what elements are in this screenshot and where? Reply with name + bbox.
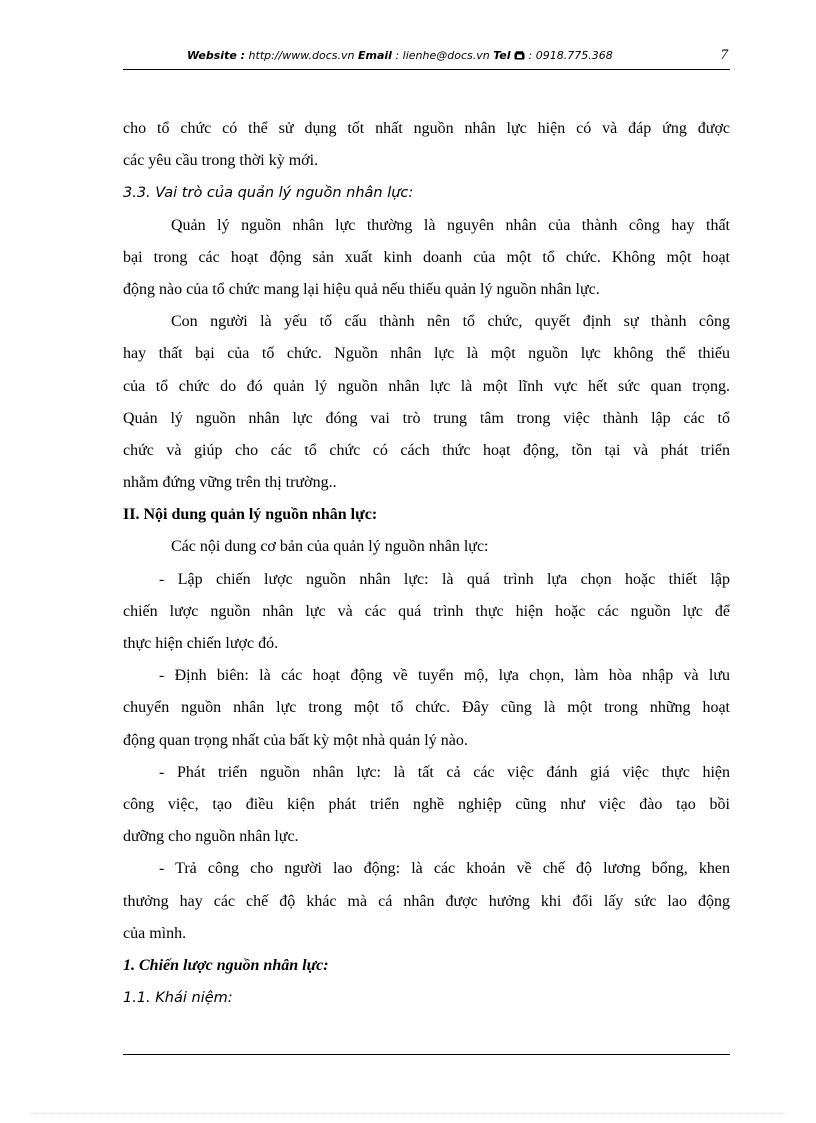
body-line: hay thất bại của tổ chức. Nguồn nhân lực là một nguồn lực không thể thiếu	[123, 345, 730, 363]
body-line: của mình.	[123, 924, 187, 942]
footer-rule	[123, 1054, 730, 1055]
page-header	[123, 47, 730, 70]
page-number: 7	[720, 47, 728, 63]
email-label: Email	[357, 49, 392, 62]
body-line: chức và giúp cho các tổ chức có cách thức hoạt động, tồn tại và phát triển	[123, 441, 730, 459]
paragraph-first-line: Các nội dung cơ bản của quản lý nguồn nhân lực:	[171, 538, 489, 556]
website-url[interactable]: http://www.docs.vn	[248, 49, 355, 62]
website-label: Website :	[187, 49, 246, 62]
body-line: bại trong các hoạt động sản xuất kinh doanh của một tổ chức. Không một hoạt	[123, 248, 730, 266]
body-line: thực hiện chiến lược đó.	[123, 635, 279, 652]
body-line: động nào của tổ chức mang lại hiệu quả nếu thiếu quản lý nguồn nhân lực.	[123, 280, 600, 298]
paragraph-first-line: Con người là yếu tố cấu thành nên tổ chức, quyết định sự thành công	[171, 313, 730, 331]
document-body	[123, 113, 730, 1014]
tel-label: Tel	[493, 49, 511, 62]
list-item-first-line: - Định biên: là các hoạt động về tuyển mộ, lựa chọn, làm hòa nhập và lưu	[159, 667, 730, 685]
subsection-heading: 3.3. Vai trò của quản lý nguồn nhân lực:	[123, 185, 414, 202]
body-line: thưởng hay các chế độ khác mà cá nhân được hưởng khi đổi lấy sức lao động	[123, 892, 730, 910]
email-value[interactable]: : lienhe@docs.vn	[395, 49, 490, 62]
paragraph-first-line: Quản lý nguồn nhân lực thường là nguyên nhân của thành công hay thất	[171, 216, 730, 234]
list-item-first-line: - Lập chiến lược nguồn nhân lực: là quá trình lựa chọn hoặc thiết lập	[159, 570, 730, 588]
header-contact	[187, 49, 613, 62]
subsection-heading: 1.1. Khái niệm:	[123, 990, 233, 1007]
page-bottom-border	[30, 1113, 786, 1114]
chapter-heading: 1. Chiến lược nguồn nhân lực:	[123, 956, 329, 974]
body-line: của tổ chức do đó quản lý nguồn nhân lực là một lĩnh vực hết sức quan trọng.	[123, 377, 730, 395]
body-line: dưỡng cho nguồn nhân lực.	[123, 828, 299, 846]
phone-icon	[514, 49, 529, 62]
list-item-first-line: - Trả công cho người lao động: là các khoản về chế độ lương bổng, khen	[159, 860, 730, 878]
section-heading: II. Nội dung quản lý nguồn nhân lực:	[123, 506, 378, 524]
body-line: Quản lý nguồn nhân lực đóng vai trò trung tâm trong việc thành lập các tổ	[123, 409, 730, 427]
body-line: cho tổ chức có thể sử dụng tốt nhất nguồn nhân lực hiện có và đáp ứng được	[123, 120, 730, 137]
tel-value: : 0918.775.368	[528, 49, 613, 62]
body-line: các yêu cầu trong thời kỳ mới.	[123, 152, 319, 170]
list-item-first-line: - Phát triển nguồn nhân lực: là tất cả các việc đánh giá việc thực hiện	[159, 763, 730, 781]
body-line: chiến lược nguồn nhân lực và các quá trình thực hiện hoặc các nguồn lực để	[123, 602, 730, 620]
body-line: chuyển nguồn nhân lực trong một tổ chức. Đây cũng là một trong những hoạt	[123, 699, 730, 717]
body-line: nhằm đứng vững trên thị trường..	[123, 474, 337, 492]
body-line: công việc, tạo điều kiện phát triển nghề nghiệp cũng như việc đào tạo bồi	[123, 795, 730, 813]
body-line: động quan trọng nhất của bất kỳ một nhà quản lý nào.	[123, 731, 468, 749]
